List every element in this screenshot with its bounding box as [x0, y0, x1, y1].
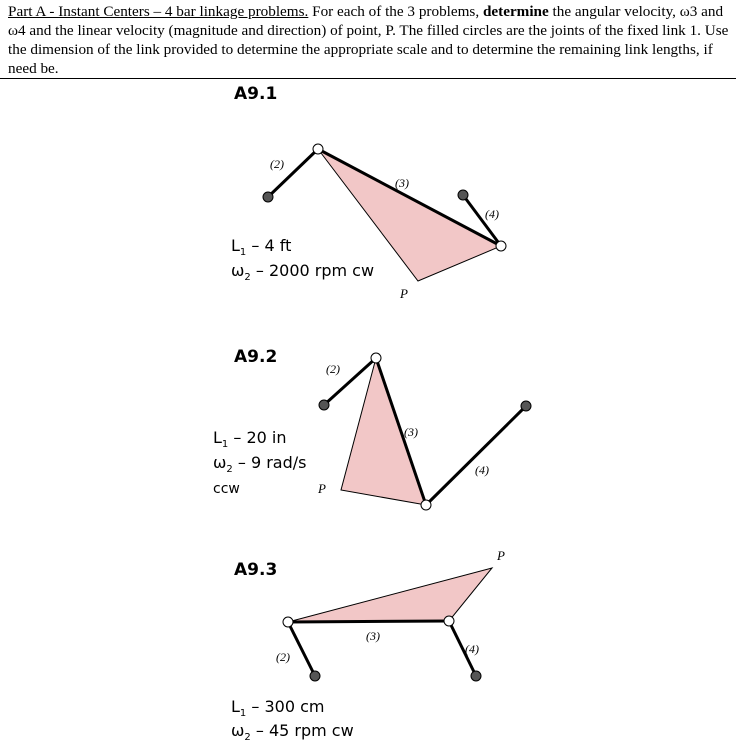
coupler-edge — [288, 621, 449, 622]
moving-joint-b — [444, 616, 454, 626]
l1-symbol: L — [231, 236, 240, 255]
intro-text-1: For each of the 3 problems, — [308, 3, 483, 20]
l1-symbol: L — [231, 697, 240, 716]
link-2-label: (2) — [276, 650, 290, 664]
intro-heading: Part A - Instant Centers – 4 bar linkage problems. — [8, 3, 309, 20]
link-4-label: (4) — [485, 207, 499, 221]
moving-joint-a — [371, 353, 381, 363]
problem-title-a9-1: A9.1 — [234, 84, 278, 104]
given-direction: ccw — [213, 481, 240, 497]
w2-value: – 9 rad/s — [232, 453, 307, 472]
l1-value: – 300 cm — [246, 697, 325, 716]
figure-a9-2 — [319, 353, 531, 510]
link-4-label: (4) — [475, 463, 489, 477]
fixed-joint-o2 — [263, 192, 273, 202]
moving-joint-a — [313, 144, 323, 154]
fixed-joint-o4 — [521, 401, 531, 411]
l1-subscript: 1 — [239, 708, 247, 720]
w2-value: – 2000 rpm cw — [250, 261, 375, 280]
w2-subscript: 2 — [244, 272, 251, 284]
intro-text-2: the angular velocity, ω3 and ω4 and the linear velocity (magnitude and direction) of point, P. The filled circles are the joints of the fixed link 1. Use the dimension of the link provided to determine the appropriate scale and to determine the remaining link lengths, if need be. — [8, 3, 729, 77]
moving-joint-a — [283, 617, 293, 627]
coupler-link-3 — [288, 568, 492, 622]
link-4-label: (4) — [465, 642, 479, 656]
w2-symbol: ω — [213, 453, 227, 472]
moving-joint-b — [421, 500, 431, 510]
given-w2 — [213, 453, 306, 475]
fixed-joint-o2 — [319, 400, 329, 410]
point-p-label: P — [400, 286, 408, 301]
w2-value: – 45 rpm cw — [250, 721, 354, 740]
problem-title-a9-3: A9.3 — [234, 560, 278, 580]
point-p-label: P — [318, 481, 326, 496]
given-w2 — [231, 721, 354, 743]
link-3-label: (3) — [366, 629, 380, 643]
crank-link-2 — [288, 622, 315, 676]
moving-joint-b — [496, 241, 506, 251]
fixed-joint-o4 — [458, 190, 468, 200]
rocker-link-4 — [426, 406, 526, 505]
problem-title-a9-2: A9.2 — [234, 347, 278, 367]
fixed-joint-o4 — [471, 671, 481, 681]
l1-subscript: 1 — [239, 247, 247, 259]
l1-value: – 20 in — [228, 428, 287, 447]
fixed-joint-o2 — [310, 671, 320, 681]
w2-symbol: ω — [231, 261, 245, 280]
link-2-label: (2) — [326, 362, 340, 376]
l1-subscript: 1 — [221, 439, 229, 451]
given-l1 — [231, 236, 291, 258]
l1-symbol: L — [213, 428, 222, 447]
link-2-label: (2) — [270, 157, 284, 171]
w2-subscript: 2 — [226, 464, 233, 476]
l1-value: – 4 ft — [246, 236, 292, 255]
given-l1 — [231, 697, 324, 719]
intro-bold: determine — [482, 3, 549, 20]
point-p-label: P — [497, 548, 505, 563]
w2-subscript: 2 — [244, 732, 251, 744]
w2-symbol: ω — [231, 721, 245, 740]
given-l1 — [213, 428, 287, 450]
figure-a9-3 — [283, 568, 492, 681]
link-3-label: (3) — [404, 425, 418, 439]
given-w2 — [231, 261, 374, 283]
link-3-label: (3) — [395, 176, 409, 190]
